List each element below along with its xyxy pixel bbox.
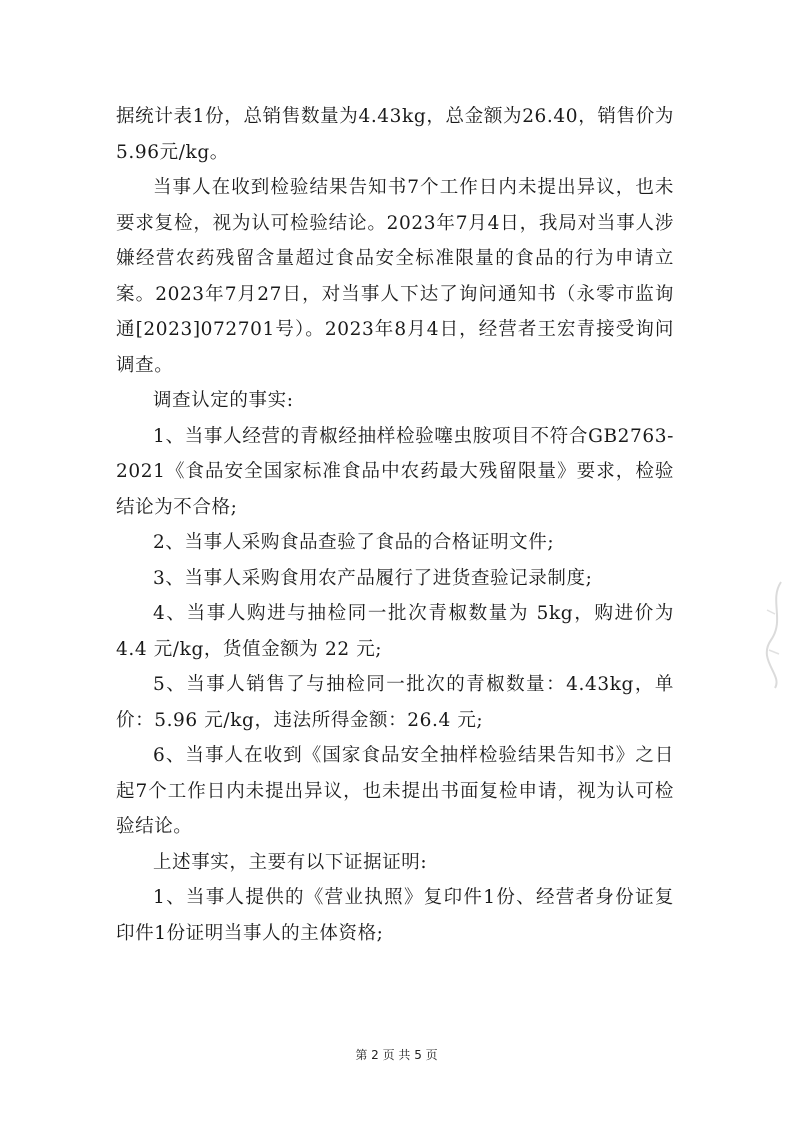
page-number: 第 2 页 共 5 页 bbox=[355, 1048, 438, 1062]
paragraph-6: 3、当事人采购食用农产品履行了进货查验记录制度; bbox=[153, 567, 593, 589]
paragraph-2: 当事人在收到检验结果告知书7个工作日内未提出异议，也未要求复检，视为认可检验结论。2023年7月4日，我局对当事人涉嫌经营农药残留含量超过食品安全标准限量的食品的行为申请立案。2023年7月27日，对当事人下达了询问通知书（永零市监询通[2023]072701号）。2023年8月4日，经营者王宏青接受询问调查。 bbox=[116, 177, 674, 376]
document-body bbox=[116, 99, 674, 951]
paragraph-9: 6、当事人在收到《国家食品安全抽样检验结果告知书》之日起7个工作日内未提出异议，也未提出书面复检申请，视为认可检验结论。 bbox=[116, 745, 674, 837]
seal-edge-mark bbox=[761, 580, 787, 690]
paragraph-7: 4、当事人购进与抽检同一批次青椒数量为 5kg，购进价为 4.4 元/kg，货值金额为 22 元; bbox=[116, 603, 674, 660]
paragraph-4: 1、当事人经营的青椒经抽样检验噻虫胺项目不符合GB2763-2021《食品安全国家标准食品中农药最大残留限量》要求，检验结论为不合格; bbox=[116, 425, 674, 518]
paragraph-11: 1、当事人提供的《营业执照》复印件1份、经营者身份证复印件1份证明当事人的主体资格; bbox=[116, 887, 674, 944]
paragraph-1: 据统计表1份，总销售数量为4.43kg，总金额为26.40，销售价为5.96元/kg。 bbox=[116, 106, 674, 163]
paragraph-5: 2、当事人采购食品查验了食品的合格证明文件; bbox=[153, 532, 555, 553]
paragraph-10: 上述事实，主要有以下证据证明: bbox=[153, 851, 428, 873]
paragraph-3: 调查认定的事实: bbox=[153, 390, 294, 411]
paragraph-8: 5、当事人销售了与抽检同一批次的青椒数量：4.43kg，单价：5.96 元/kg，违法所得金额：26.4 元; bbox=[116, 674, 674, 731]
